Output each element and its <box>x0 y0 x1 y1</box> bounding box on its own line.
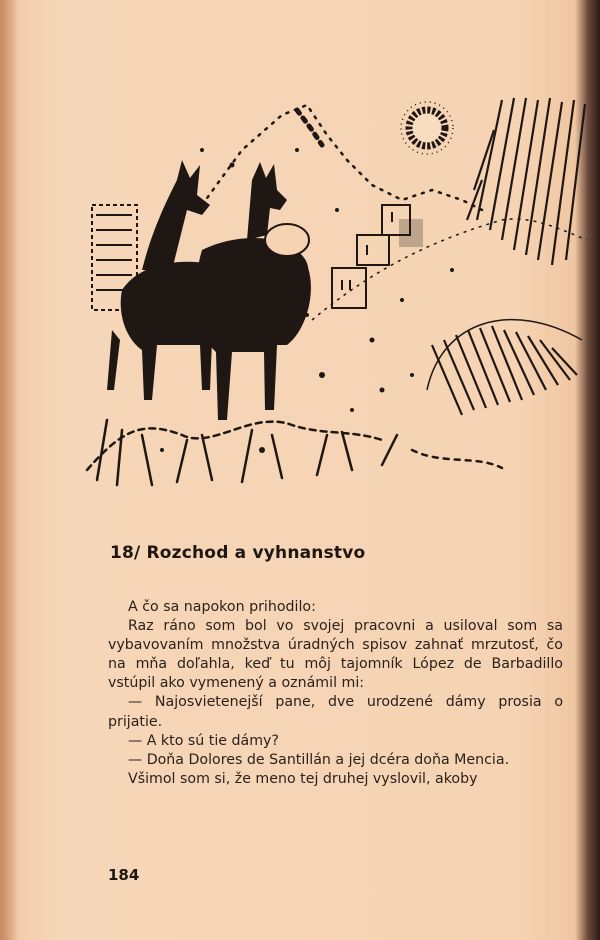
paragraph: — Doňa Dolores de Santillán a jej dcéra doňa Mencia. <box>128 751 510 768</box>
page-number: 184 <box>108 866 140 884</box>
village-houses <box>332 205 422 308</box>
foreground-grass <box>87 420 502 485</box>
chapter-body-text <box>108 598 563 789</box>
paragraph: Všimol som si, že meno tej druhej vyslovil, akoby <box>128 770 478 787</box>
chapter-title: Rozchod a vyhnanstvo <box>146 543 366 563</box>
spine-shadow <box>0 0 18 940</box>
paragraph: — A kto sú tie dámy? <box>128 732 279 749</box>
chapter-number: 18/ <box>110 543 141 563</box>
sun <box>401 102 453 154</box>
hill-slope <box>312 219 587 320</box>
paragraph: A čo sa napokon prihodilo: <box>128 599 316 615</box>
paragraph: — Najosvietenejší pane, dve urodzené dámy prosia o prijatie. <box>108 694 563 730</box>
mule-right <box>196 162 311 420</box>
ink-illustration-mules-mountain-village <box>82 90 592 505</box>
right-bush <box>427 320 582 415</box>
chapter-heading <box>110 543 365 563</box>
right-cliff <box>467 98 585 265</box>
paragraph: Raz ráno som bol vo svojej pracovni a usiloval som sa vybavovaním množstva úradných spisov zahnať mrzutosť, čo na mňa doľahla, keď tu môj tajomník López de Barbadillo vstúpil ako vymenený a oznámil mi: <box>108 618 563 692</box>
